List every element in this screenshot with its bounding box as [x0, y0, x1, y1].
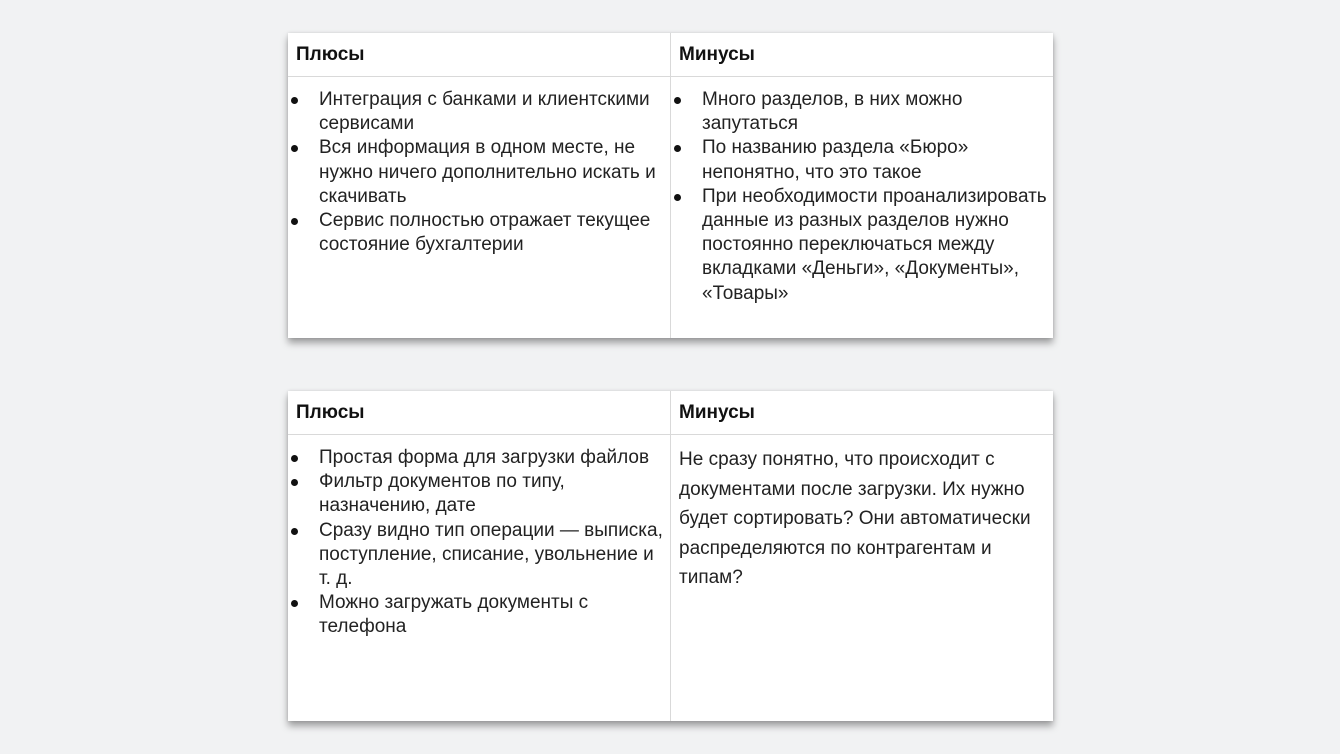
list-item: При необходимости проанализировать данные из разных разделов нужно постоянно переключаться между вкладками «Деньги», «Документы», «Товары»	[671, 185, 1053, 306]
list-item: Сервис полностью отражает текущее состояние бухгалтерии	[288, 209, 670, 257]
cons-column	[670, 33, 1053, 338]
pros-cons-table-1	[288, 33, 1053, 338]
cons-column	[670, 391, 1053, 721]
cons-list	[671, 77, 1053, 306]
cons-text: Не сразу понятно, что происходит с документами после загрузки. Их нужно будет сортировать? Они автоматически распределяются по контрагентам и типам?	[679, 449, 1031, 588]
cons-header: Минусы	[671, 391, 1053, 435]
list-item: Вся информация в одном месте, не нужно ничего дополнительно искать и скачивать	[288, 136, 670, 209]
pros-column	[288, 33, 670, 338]
list-item: Фильтр документов по типу, назначению, дате	[288, 470, 670, 518]
pros-column	[288, 391, 670, 721]
list-item: Интеграция с банками и клиентскими сервисами	[288, 88, 670, 136]
pros-header: Плюсы	[288, 391, 670, 435]
list-item: Много разделов, в них можно запутаться	[671, 88, 1053, 136]
pros-cons-table-2	[288, 391, 1053, 721]
list-item: Можно загружать документы с телефона	[288, 591, 670, 639]
cons-header: Минусы	[671, 33, 1053, 77]
list-item: Сразу видно тип операции — выписка, поступление, списание, увольнение и т. д.	[288, 519, 670, 592]
list-item: Простая форма для загрузки файлов	[288, 446, 670, 470]
pros-header: Плюсы	[288, 33, 670, 77]
pros-list	[288, 77, 670, 257]
pros-list	[288, 435, 670, 640]
list-item: По названию раздела «Бюро» непонятно, что это такое	[671, 136, 1053, 184]
